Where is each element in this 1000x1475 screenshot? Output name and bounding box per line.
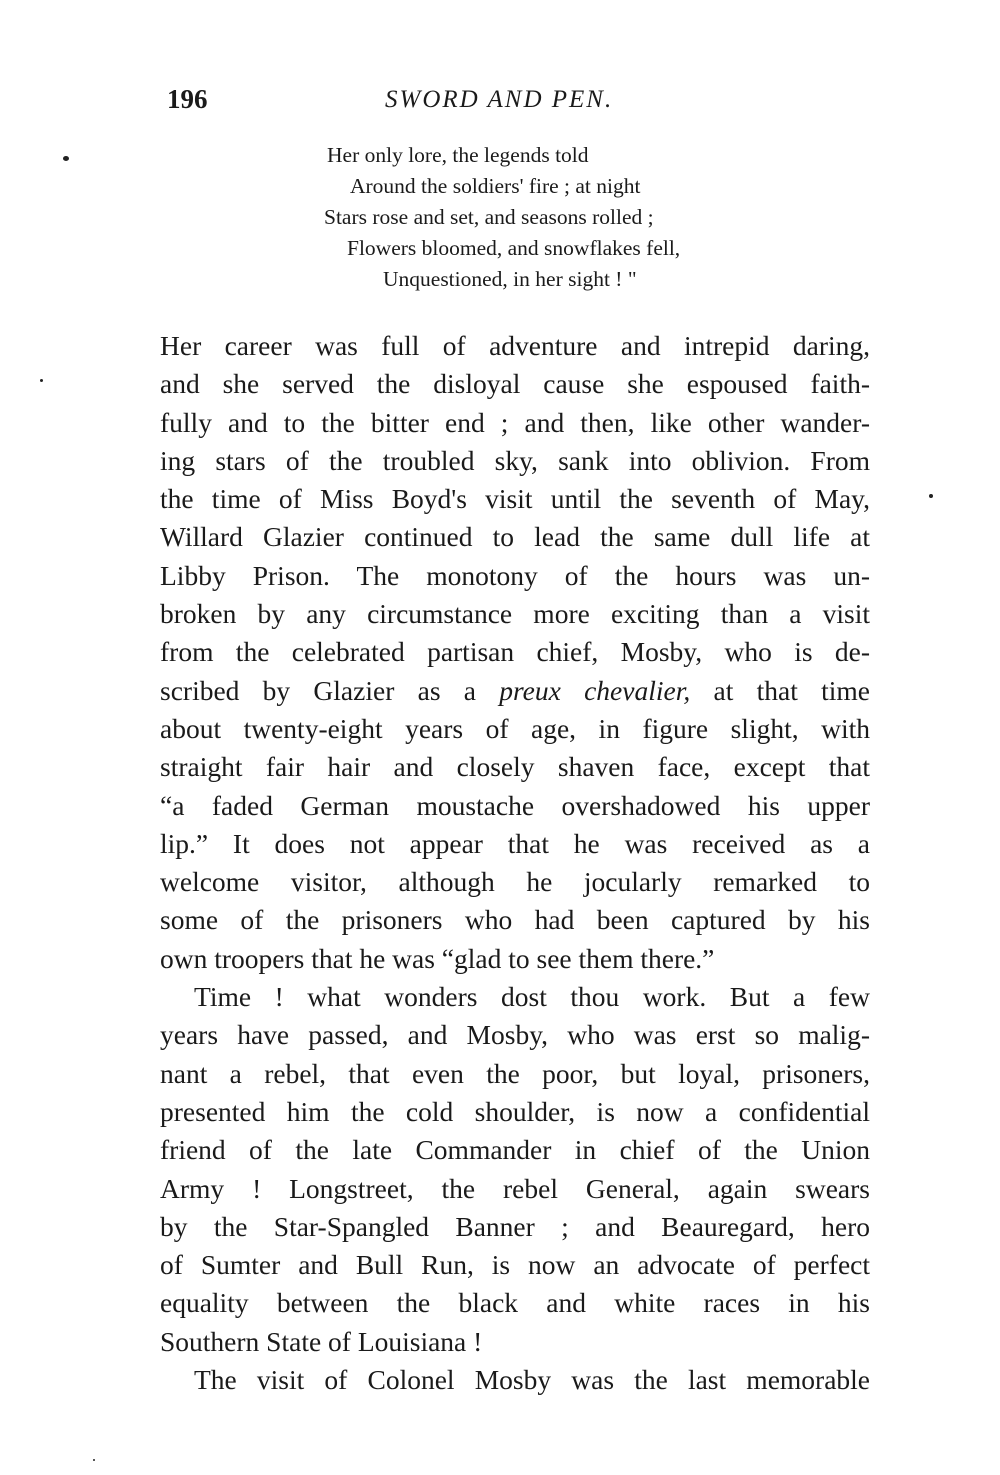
poem-line: Stars rose and set, and seasons rolled ; bbox=[324, 205, 654, 229]
poem-line: Around the soldiers' fire ; at night bbox=[350, 174, 641, 198]
text-line: broken by any circumstance more exciting than a visit bbox=[160, 598, 870, 630]
text-line: equality between the black and white races in his bbox=[160, 1287, 870, 1319]
text-line: “a faded German moustache overshadowed his upper bbox=[160, 789, 870, 821]
text-line: fully and to the bitter end ; and then, like other wander- bbox=[160, 406, 870, 438]
text-line: welcome visitor, although he jocularly remarked to bbox=[160, 866, 870, 898]
scan-speck bbox=[93, 1459, 95, 1461]
text-line: about twenty-eight years of age, in figure slight, with bbox=[160, 712, 870, 744]
text-line: The visit of Colonel Mosby was the last memorable bbox=[194, 1364, 870, 1396]
text-line: presented him the cold shoulder, is now a confidential bbox=[160, 1095, 870, 1127]
text-line: ing stars of the troubled sky, sank into oblivion. From bbox=[160, 444, 870, 476]
text-line-with-italic bbox=[160, 672, 870, 710]
text-line: Libby Prison. The monotony of the hours was un- bbox=[160, 559, 870, 591]
text-line: nant a rebel, that even the poor, but loyal, prisoners, bbox=[160, 1057, 870, 1089]
text-fragment: scribed by Glazier as a bbox=[160, 674, 476, 706]
text-line: of Sumter and Bull Run, is now an advocate of perfect bbox=[160, 1249, 870, 1281]
text-line: Her career was full of adventure and intrepid daring, bbox=[160, 330, 870, 361]
text-line: from the celebrated partisan chief, Mosby, who is de- bbox=[160, 636, 870, 668]
poem-line: Her only lore, the legends told bbox=[327, 143, 589, 167]
scan-speck bbox=[63, 156, 69, 161]
text-line: Time ! what wonders dost thou work. But a few bbox=[194, 981, 870, 1013]
running-title: SWORD AND PEN. bbox=[385, 86, 614, 113]
text-line: by the Star-Spangled Banner ; and Beauregard, hero bbox=[160, 1210, 870, 1242]
text-line: the time of Miss Boyd's visit until the seventh of May, bbox=[160, 483, 870, 515]
poem-line: Unquestioned, in her sight ! " bbox=[383, 267, 637, 291]
page-number: 196 bbox=[167, 84, 208, 114]
paragraph-1 bbox=[160, 327, 870, 978]
text-line: Southern State of Louisiana ! bbox=[160, 1325, 483, 1357]
text-line: years have passed, and Mosby, who was erst so malig- bbox=[160, 1019, 870, 1051]
text-fragment: at that time bbox=[713, 674, 870, 706]
text-line: straight fair hair and closely shaven face, except that bbox=[160, 751, 870, 783]
scan-speck bbox=[929, 494, 933, 498]
text-line: and she served the disloyal cause she espoused faith- bbox=[160, 368, 870, 400]
text-line: some of the prisoners who had been captured by his bbox=[160, 904, 870, 936]
paragraph-2 bbox=[160, 978, 870, 1361]
paragraph-3 bbox=[160, 1361, 870, 1399]
body-text bbox=[160, 327, 870, 1399]
text-line: friend of the late Commander in chief of the Union bbox=[160, 1134, 870, 1166]
text-line: lip.” It does not appear that he was received as a bbox=[160, 827, 870, 859]
scan-speck bbox=[40, 379, 43, 382]
text-line: Army ! Longstreet, the rebel General, again swears bbox=[160, 1172, 870, 1204]
poem-line: Flowers bloomed, and snowflakes fell, bbox=[347, 236, 681, 260]
text-line: own troopers that he was “glad to see them there.” bbox=[160, 942, 715, 974]
italic-phrase: preux chevalier, bbox=[499, 674, 691, 706]
text-line: Willard Glazier continued to lead the same dull life at bbox=[160, 521, 870, 553]
